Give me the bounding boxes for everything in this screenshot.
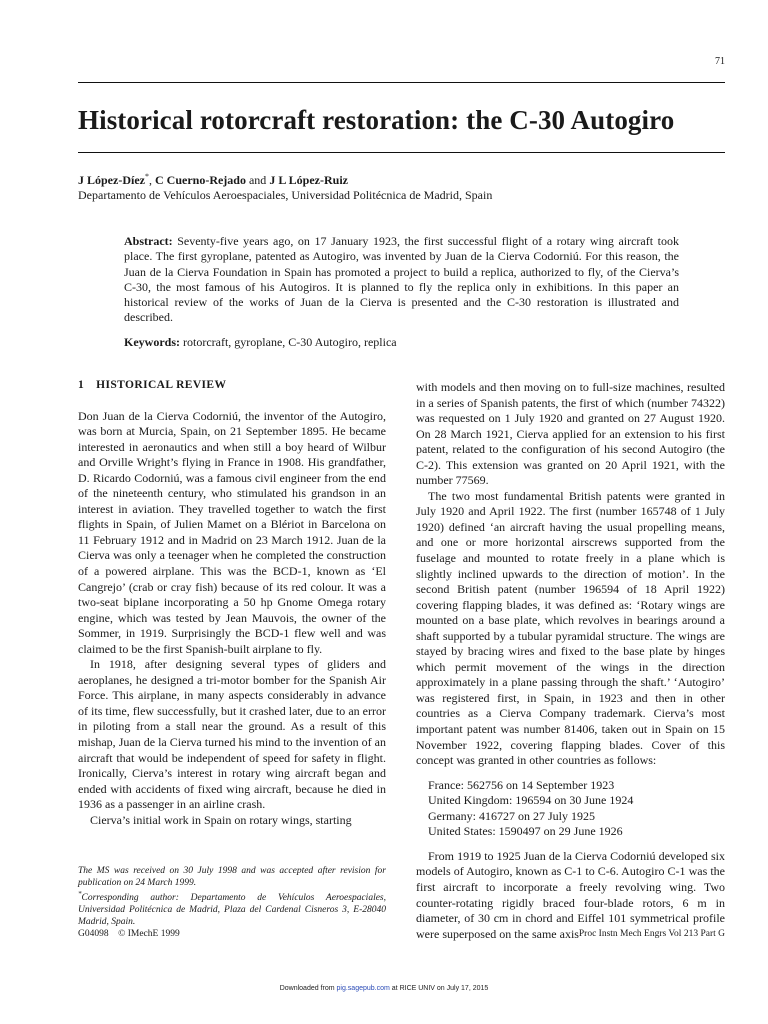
footnote-corresponding-text: Corresponding author: Departamento de Vehículos Aeroespaciales, Universidad Politécnica de Madrid, Plaza del Cardenal Cisneros 3, E-28040 Madrid, Spain. — [78, 893, 386, 927]
body-paragraph: From 1919 to 1925 Juan de la Cierva Codorniú developed six models of Autogiro, known as C-1 to C-6. Autogiro C-1 was the first aircraft to incorporate a freely revolving wing. Two counter-rotating rigidly braced four-blade rotors, 6 m in diameter, of 30 cm in chord and Eiffel 101 symmetrical profile were superposed on the same axis — [416, 848, 725, 941]
body-paragraph: In 1918, after designing several types of gliders and aeroplanes, he designed a tri-motor bomber for the Spanish Air Force. This airplane, in many aspects considerably in advance of its time, flew successfully, but it crashed later, due to an error in piloting from a stall near the ground. As a result of this mishap, Juan de la Cierva turned his mind to the invention of an aircraft that would be independent of speed for safety in flight. Ironically, Cierva’s interest in rotary wing aircraft began and ended with accidents of fixed wing aircraft, because he died in 1936 as a passenger in an airline crash. — [78, 657, 386, 812]
author-separator: and — [245, 173, 270, 187]
page-number: 71 — [715, 56, 725, 67]
patent-list — [428, 778, 725, 840]
download-suffix: at RICE UNIV on July 17, 2015 — [389, 985, 489, 992]
title-rule — [78, 152, 725, 153]
download-link[interactable]: pig.sagepub.com — [336, 985, 390, 992]
copyright: © IMechE 1999 — [118, 929, 180, 939]
download-prefix: Downloaded from — [279, 985, 337, 992]
right-column — [416, 380, 725, 942]
keywords-text: rotorcraft, gyroplane, C-30 Autogiro, replica — [183, 335, 397, 349]
body-paragraph: Don Juan de la Cierva Codorniú, the inventor of the Autogiro, was born at Murcia, Spain, on 21 September 1895. He became interested in aeronautics and when still a boy heard of Wilbur and Orville Wright’s flying in France in 1908. His grandfather, D. Ricardo Codorniú, was a famous civil engineer from the end of the nineteenth century, who stimulated his grandson in an interest in aviation. They travelled together to watch the first flights in Spain, of Julien Mamet on a Blériot in Barcelona on 11 February 1912 and in Madrid on 23 March 1912. Juan de la Cierva was only a teenager when he completed the construction of a powered airplane. This was the BCD-1, known as ‘El Cangrejo’ (crab or cray fish) because of its red colour. It was a two-seat biplane incorporating a 50 hp Gnome Omega rotary engine, which was tested by Jean Mauvois, the owner of the Sommer, in 1919. Surprisingly the BCD-1 flew well and was claimed to be the first Spanish-built airplane to fly. — [78, 408, 386, 656]
footnote — [78, 866, 386, 928]
corresponding-author-mark: * — [144, 172, 149, 181]
keywords-label: Keywords: — [124, 335, 180, 349]
footer-left — [78, 929, 180, 939]
patent-item: Germany: 416727 on 27 July 1925 — [428, 808, 595, 823]
body-paragraph: Cierva’s initial work in Spain on rotary wings, starting — [90, 812, 352, 827]
author-line — [78, 172, 348, 188]
body-paragraph: with models and then moving on to full-size machines, resulted in a series of Spanish patents, the first of which (number 74322) was requested on 1 July 1920 and granted on 27 August 1920. On 28 March 1921, Cierva applied for an extension to his first patent, related to the configuration of his second Autogiro (the C-2). This extension was granted on 20 April 1921, with the number 77569. — [416, 380, 725, 488]
author-2: C Cuerno-Rejado — [154, 173, 246, 187]
journal-reference: Proc Instn Mech Engrs Vol 213 Part G — [578, 929, 725, 939]
download-notice — [0, 985, 768, 992]
section-number: 1 — [78, 379, 85, 391]
paper-code: G04098 — [78, 929, 109, 939]
author-1: J López-Díez — [78, 173, 145, 187]
left-column — [78, 378, 386, 828]
patent-item: United States: 1590497 on 29 June 1926 — [428, 824, 623, 839]
keywords — [124, 335, 679, 350]
section-title: HISTORICAL REVIEW — [96, 379, 227, 391]
abstract-text: Seventy-five years ago, on 17 January 1923, the first successful flight of a rotary wing aircraft took place. The first gyroplane, patented as Autogiro, was invented by Juan de la Cierva Codorniú. For this reason, the Juan de la Cierva Foundation in Spain has promoted a project to build a replica, authorized to fly, of the Cierva’s C-30, the most famous of his Autogiros. It is planned to fly the replica only in exhibitions. In this paper an historical review of the works of Juan de la Cierva is presented and the C-30 restoration is illustrated and described. — [124, 234, 679, 325]
footnote-received: The MS was received on 30 July 1998 and was accepted after revision for publication on 24 March 1999. — [78, 866, 386, 888]
author-separator: , — [148, 173, 155, 187]
affiliation: Departamento de Vehículos Aeroespaciales, Universidad Politécnica de Madrid, Spain — [78, 188, 493, 202]
author-3: J L López-Ruiz — [269, 173, 348, 187]
patent-item: United Kingdom: 196594 on 30 June 1924 — [428, 793, 634, 808]
footnote-corresponding — [78, 889, 386, 928]
abstract-label: Abstract: — [124, 234, 173, 248]
patent-item: France: 562756 on 14 September 1923 — [428, 777, 615, 792]
footnote-mark: * — [78, 890, 82, 899]
abstract — [124, 234, 679, 326]
paper-title: Historical rotorcraft restoration: the C-30 Autogiro — [78, 105, 675, 135]
section-heading — [78, 378, 386, 394]
top-rule — [78, 82, 725, 83]
body-paragraph: The two most fundamental British patents were granted in July 1920 and April 1922. The first (number 165748 of 1 July 1920) defined ‘an aircraft having the usual propelling means, and one or more horizontal airscrews supported from the fuselage and mounted to rotate freely in a plane which is slightly inclined upwards to the direction of motion’. In the second British patent (number 196594 of 18 April 1922) covering flapping blades, it was defined as: ‘Rotary wings are mounted on a base plate, which revolves in bearings around a shaft supported by a tubular pyramidal structure. The wings are stayed by bracing wires and fixed to the base plate by hinges which permit movement of the wings in the direction approximately in a plane passing through the shaft.’ ‘Autogiro’ was registered first, in Spain, in 1923 and then in other countries as a Cierva Company trademark. Cierva’s most important patent was number 81406, taken out in Spain on 15 November 1922, covering flapping blades. Cover of this concept was granted in other countries as follows: — [416, 488, 725, 768]
